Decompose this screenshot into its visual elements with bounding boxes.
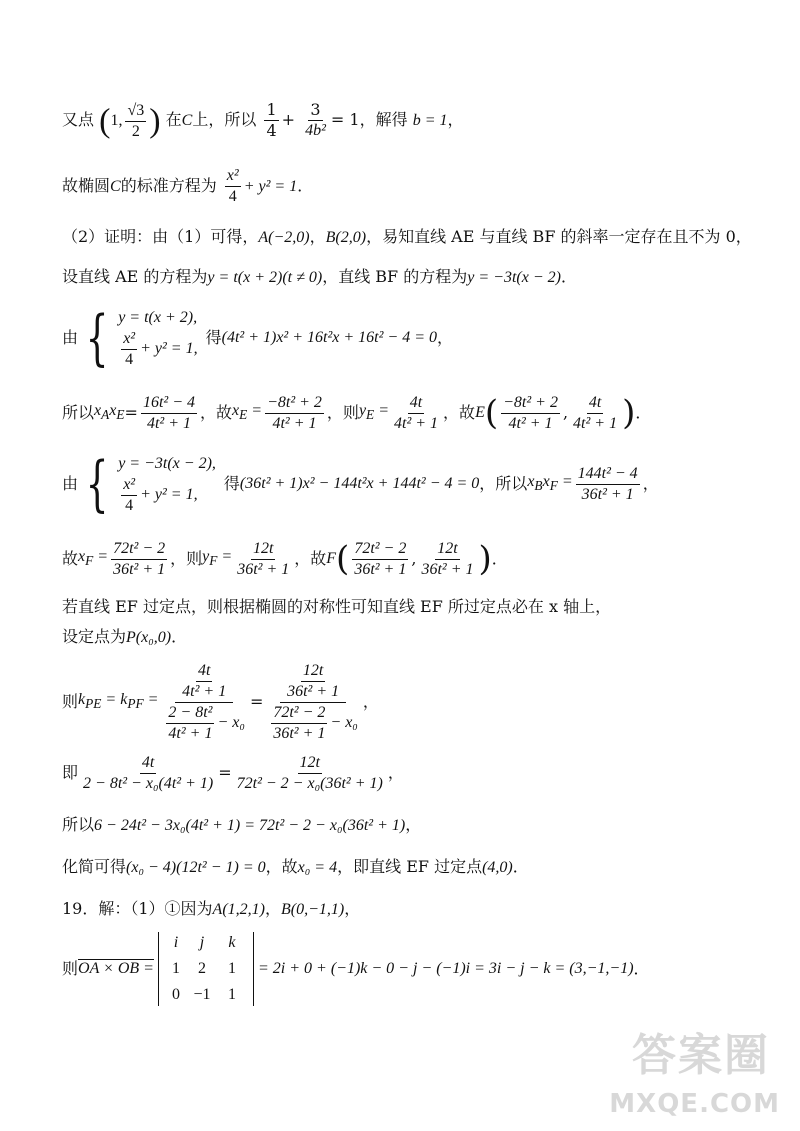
line-10: 设定点为P(x₀,0)． bbox=[62, 627, 188, 646]
line-13: 所以6 − 24t² − 3x₀(4t² + 1) = 72t² − 2 − x₀(36t² + 1)， bbox=[62, 815, 422, 834]
line-2: 故椭圆C的标准方程为 $\frac{\text{x²}}{4}$ + y² = 1． bbox=[62, 167, 314, 205]
line-3: （2）证明：由（1）可得，A(−2,0)，B(2,0)，易知直线 AE 与直线 BF 的斜率一定存在且不为 0， bbox=[62, 227, 752, 246]
line-7-system: 由 { y = −3t(x − 2), $\frac{\text{x²}}{4}$ + y² = 1, 得 (36t² + 1)x² − 144t²x + 144t² − 4 = 0 ，所以 $x_Bx_F$ = $\frac{\text{144t² − 4}}{\text{36t² + 1}}$ ， bbox=[62, 449, 659, 519]
line-5-system: 由 { y = t(x + 2), $\frac{\text{x²}}{4}$ + y² = 1, 得 (4t² + 1)x² + 16t²x + 16t² − 4 = 0 ， bbox=[62, 303, 454, 373]
line-14: 化简可得(x₀ − 4)(12t² − 1) = 0，故x₀ = 4，即直线 EF 过定点(4,0)． bbox=[62, 857, 529, 876]
line-9: 若直线 EF 过定点，则根据椭圆的对称性可知直线 EF 所过定点必在 x 轴上， bbox=[62, 597, 612, 616]
line-1: 又点 (1, $\frac{√3}{2}$ ) 在C上，所以 $\frac{1}{4}$ + $\frac{3}{\text{4b²}}$ = 1，解得 b = 1， bbox=[62, 100, 464, 140]
point-1-sqrt3-2: (1, $\frac{√3}{2}$ ) bbox=[99, 101, 161, 140]
watermark-logo: 答案圈 MXQE.COM bbox=[609, 1030, 780, 1119]
line-6: 所以 $x_Ax_E$ = $\frac{\text{16t² − 4}}{\text{4t² + 1}}$ ，故 $x_E$ = $\frac{\text{−8t² + 2}}{\text{4t² + 1}}$ ，则 $y_E$ = $\frac{4t}{\text{4t² + 1}}$ ，故 E ( $\frac{\text{−8t² + 2}}{\text{4t² + 1}}$ , $\frac{4t}{\text{4t² + 1}}$ ) ． bbox=[62, 393, 652, 433]
line-16-determinant: 则 OA × OB = i j k 1 2 1 0 −1 1 = 2i + 0 + (−1)k − 0 − j − (−1)i = 3i − j − k = (3,−1,−1) ． bbox=[62, 930, 760, 1008]
line-15: 19．解：（1）①因为A(1,2,1)，B(0,−1,1)， bbox=[62, 899, 361, 918]
text: 又点 bbox=[62, 110, 95, 129]
line-12: 即 $\frac{4t}{\text{2 − 8t² − x₀(4t² + 1)}}$ = $\frac{12t}{\text{72t² − 2 − x₀(36t² + 1)}}$ ， bbox=[62, 753, 404, 792]
line-11-slopes: 则 $k_{PE} = k_{PF}$ = $\frac{4t}{\text{4t² + 1}}$ $\frac{\text{2 − 8t²}}{\text{4t² + 1}}$ − x₀ = $\frac{12t}{\text{36t² + 1}}$ $\frac{\text{72t² − 2}}{\text{36t² + 1}}$ − x₀ ， bbox=[62, 661, 379, 742]
line-8: 故 $x_F$ = $\frac{\text{72t² − 2}}{\text{36t² + 1}}$ ，则 $y_F$ = $\frac{12t}{\text{36t² + 1}}$ ，故 F ( $\frac{\text{72t² − 2}}{\text{36t² + 1}}$ , $\frac{12t}{\text{36t² + 1}}$ ) ． bbox=[62, 539, 508, 579]
determinant: i j k 1 2 1 0 −1 1 bbox=[158, 932, 254, 1006]
line-4: 设直线 AE 的方程为y = t(x + 2)(t ≠ 0)，直线 BF 的方程为y = −3t(x − 2)． bbox=[62, 267, 577, 286]
